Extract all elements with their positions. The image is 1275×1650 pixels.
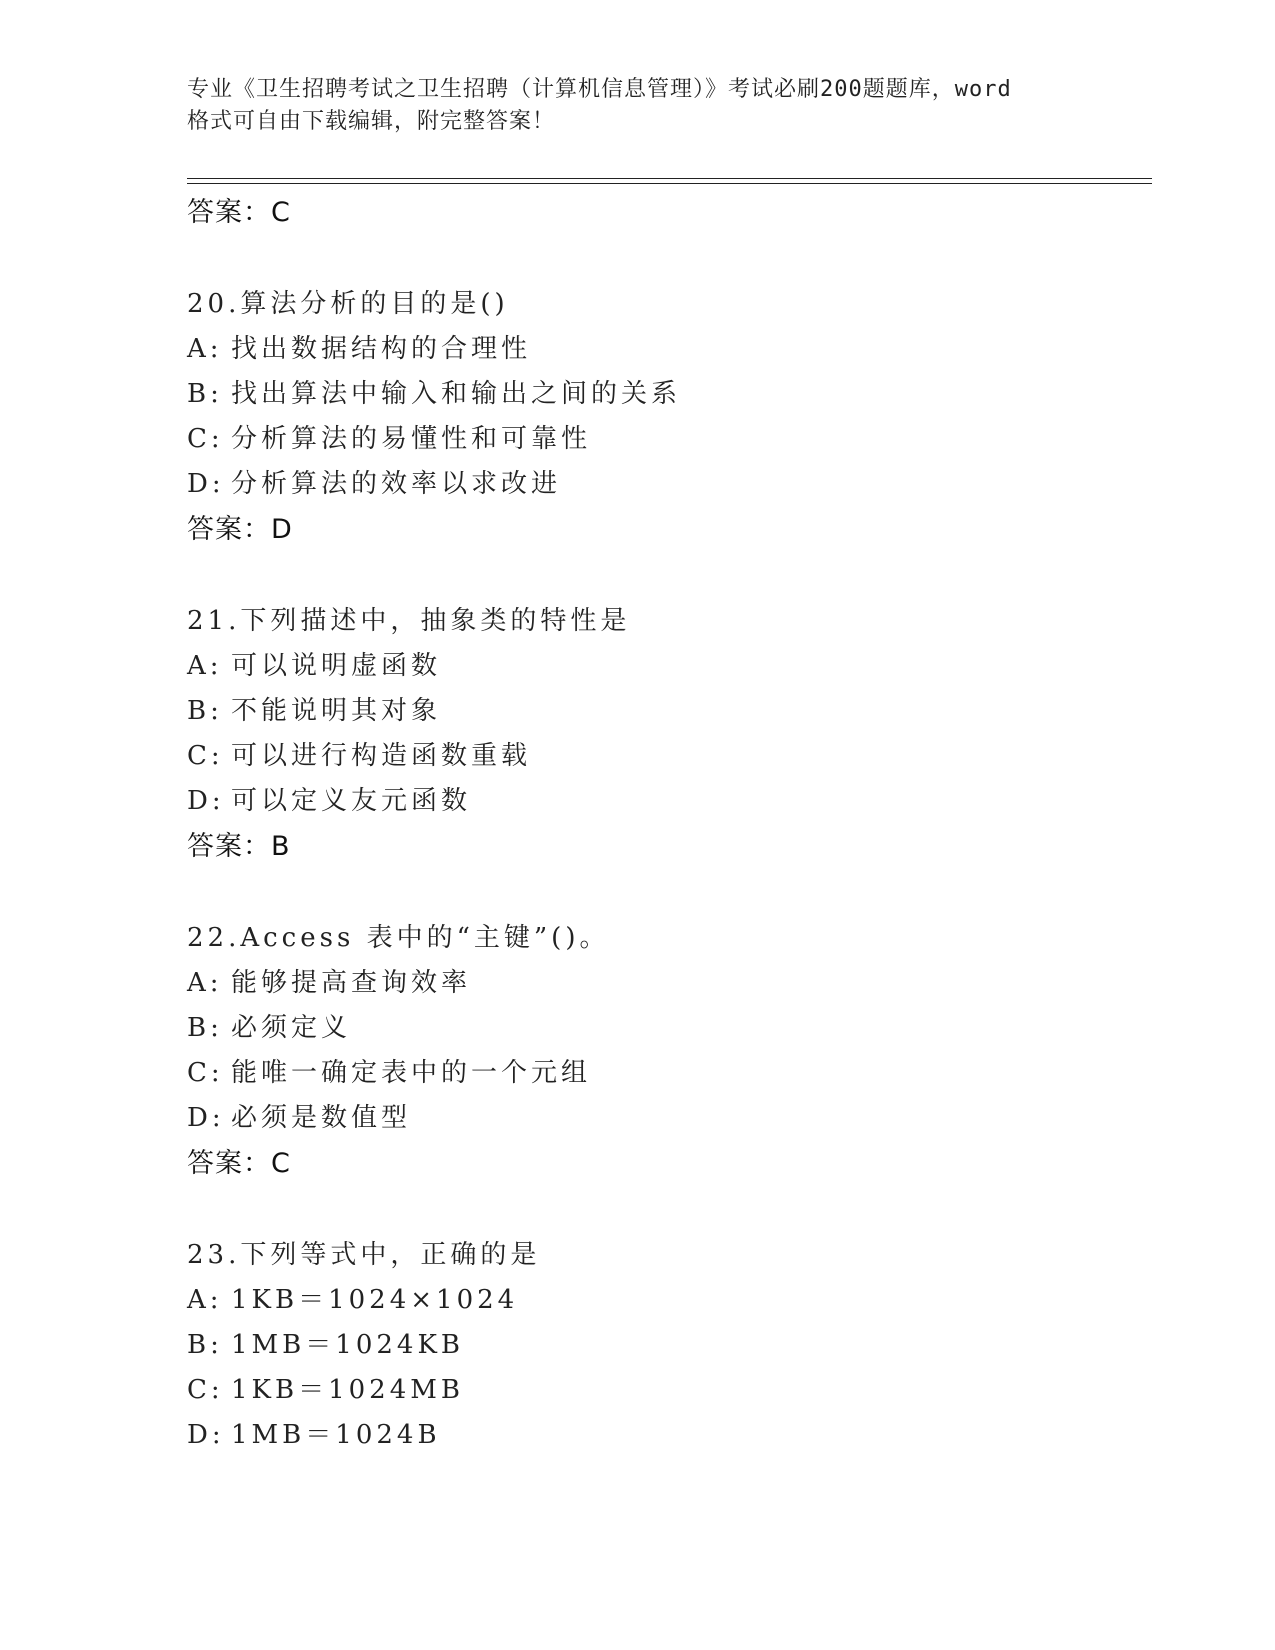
option-text: 不能说明其对象 (231, 696, 442, 726)
option-letter: D: (187, 1420, 225, 1450)
option-b (187, 1006, 1147, 1051)
option-letter: A: (187, 651, 223, 681)
option-a (187, 644, 1147, 689)
question-block-20 (187, 282, 1147, 552)
option-c (187, 1051, 1147, 1096)
option-d (187, 462, 1147, 507)
answer-line: 答案：D (187, 514, 293, 545)
option-d (187, 779, 1147, 824)
option-text: 找出算法中输入和输出之间的关系 (231, 379, 682, 409)
option-a (187, 1278, 1147, 1323)
option-text: 能唯一确定表中的一个元组 (231, 1058, 592, 1088)
previous-answer: 答案：C (187, 197, 291, 228)
question-block-23 (187, 1233, 1147, 1458)
option-d (187, 1096, 1147, 1141)
spacer (187, 869, 1147, 916)
option-text: 可以进行构造函数重载 (231, 741, 532, 771)
option-text: 分析算法的效率以求改进 (231, 469, 562, 499)
option-text: 1KB＝1024MB (231, 1375, 464, 1405)
document-header (187, 74, 1087, 138)
option-letter: C: (187, 1058, 224, 1088)
option-letter: A: (187, 334, 223, 364)
question-stem: 22.Access 表中的“主键”()。 (187, 923, 610, 953)
option-text: 必须定义 (231, 1013, 352, 1043)
option-d (187, 1413, 1147, 1458)
option-text: 可以说明虚函数 (231, 651, 442, 681)
question-list (187, 190, 1147, 1458)
option-b (187, 689, 1147, 734)
option-letter: D: (187, 1103, 225, 1133)
option-text: 必须是数值型 (231, 1103, 412, 1133)
option-letter: C: (187, 741, 224, 771)
option-b (187, 1323, 1147, 1368)
option-text: 可以定义友元函数 (231, 786, 472, 816)
option-letter: D: (187, 786, 225, 816)
option-letter: A: (187, 968, 223, 998)
spacer (187, 235, 1147, 282)
option-letter: B: (187, 1330, 223, 1360)
option-c (187, 734, 1147, 779)
header-divider-bottom (187, 183, 1152, 184)
option-letter: A: (187, 1285, 223, 1315)
option-text: 分析算法的易懂性和可靠性 (231, 424, 592, 454)
question-stem: 20.算法分析的目的是() (187, 289, 509, 319)
option-letter: B: (187, 379, 223, 409)
spacer (187, 552, 1147, 599)
answer-line: 答案：C (187, 1148, 291, 1179)
option-letter: C: (187, 424, 224, 454)
option-letter: D: (187, 469, 225, 499)
header-divider-top (187, 178, 1152, 179)
question-stem: 21.下列描述中，抽象类的特性是 (187, 606, 631, 636)
option-b (187, 372, 1147, 417)
question-block-22 (187, 916, 1147, 1186)
option-letter: C: (187, 1375, 224, 1405)
option-a (187, 961, 1147, 1006)
option-text: 1KB＝1024×1024 (231, 1285, 519, 1315)
option-text: 1MB＝1024B (231, 1420, 441, 1450)
header-line-2: 格式可自由下载编辑，附完整答案！ (187, 109, 556, 134)
option-text: 能够提高查询效率 (231, 968, 472, 998)
option-a (187, 327, 1147, 372)
option-text: 1MB＝1024KB (231, 1330, 464, 1360)
option-c (187, 417, 1147, 462)
option-letter: B: (187, 696, 223, 726)
question-stem: 23.下列等式中，正确的是 (187, 1240, 541, 1270)
option-letter: B: (187, 1013, 223, 1043)
question-block-21 (187, 599, 1147, 869)
option-text: 找出数据结构的合理性 (231, 334, 532, 364)
option-c (187, 1368, 1147, 1413)
answer-line: 答案：B (187, 831, 291, 862)
spacer (187, 1186, 1147, 1233)
header-line-1: 专业《卫生招聘考试之卫生招聘（计算机信息管理）》考试必刷200题题库，word (187, 77, 1012, 102)
